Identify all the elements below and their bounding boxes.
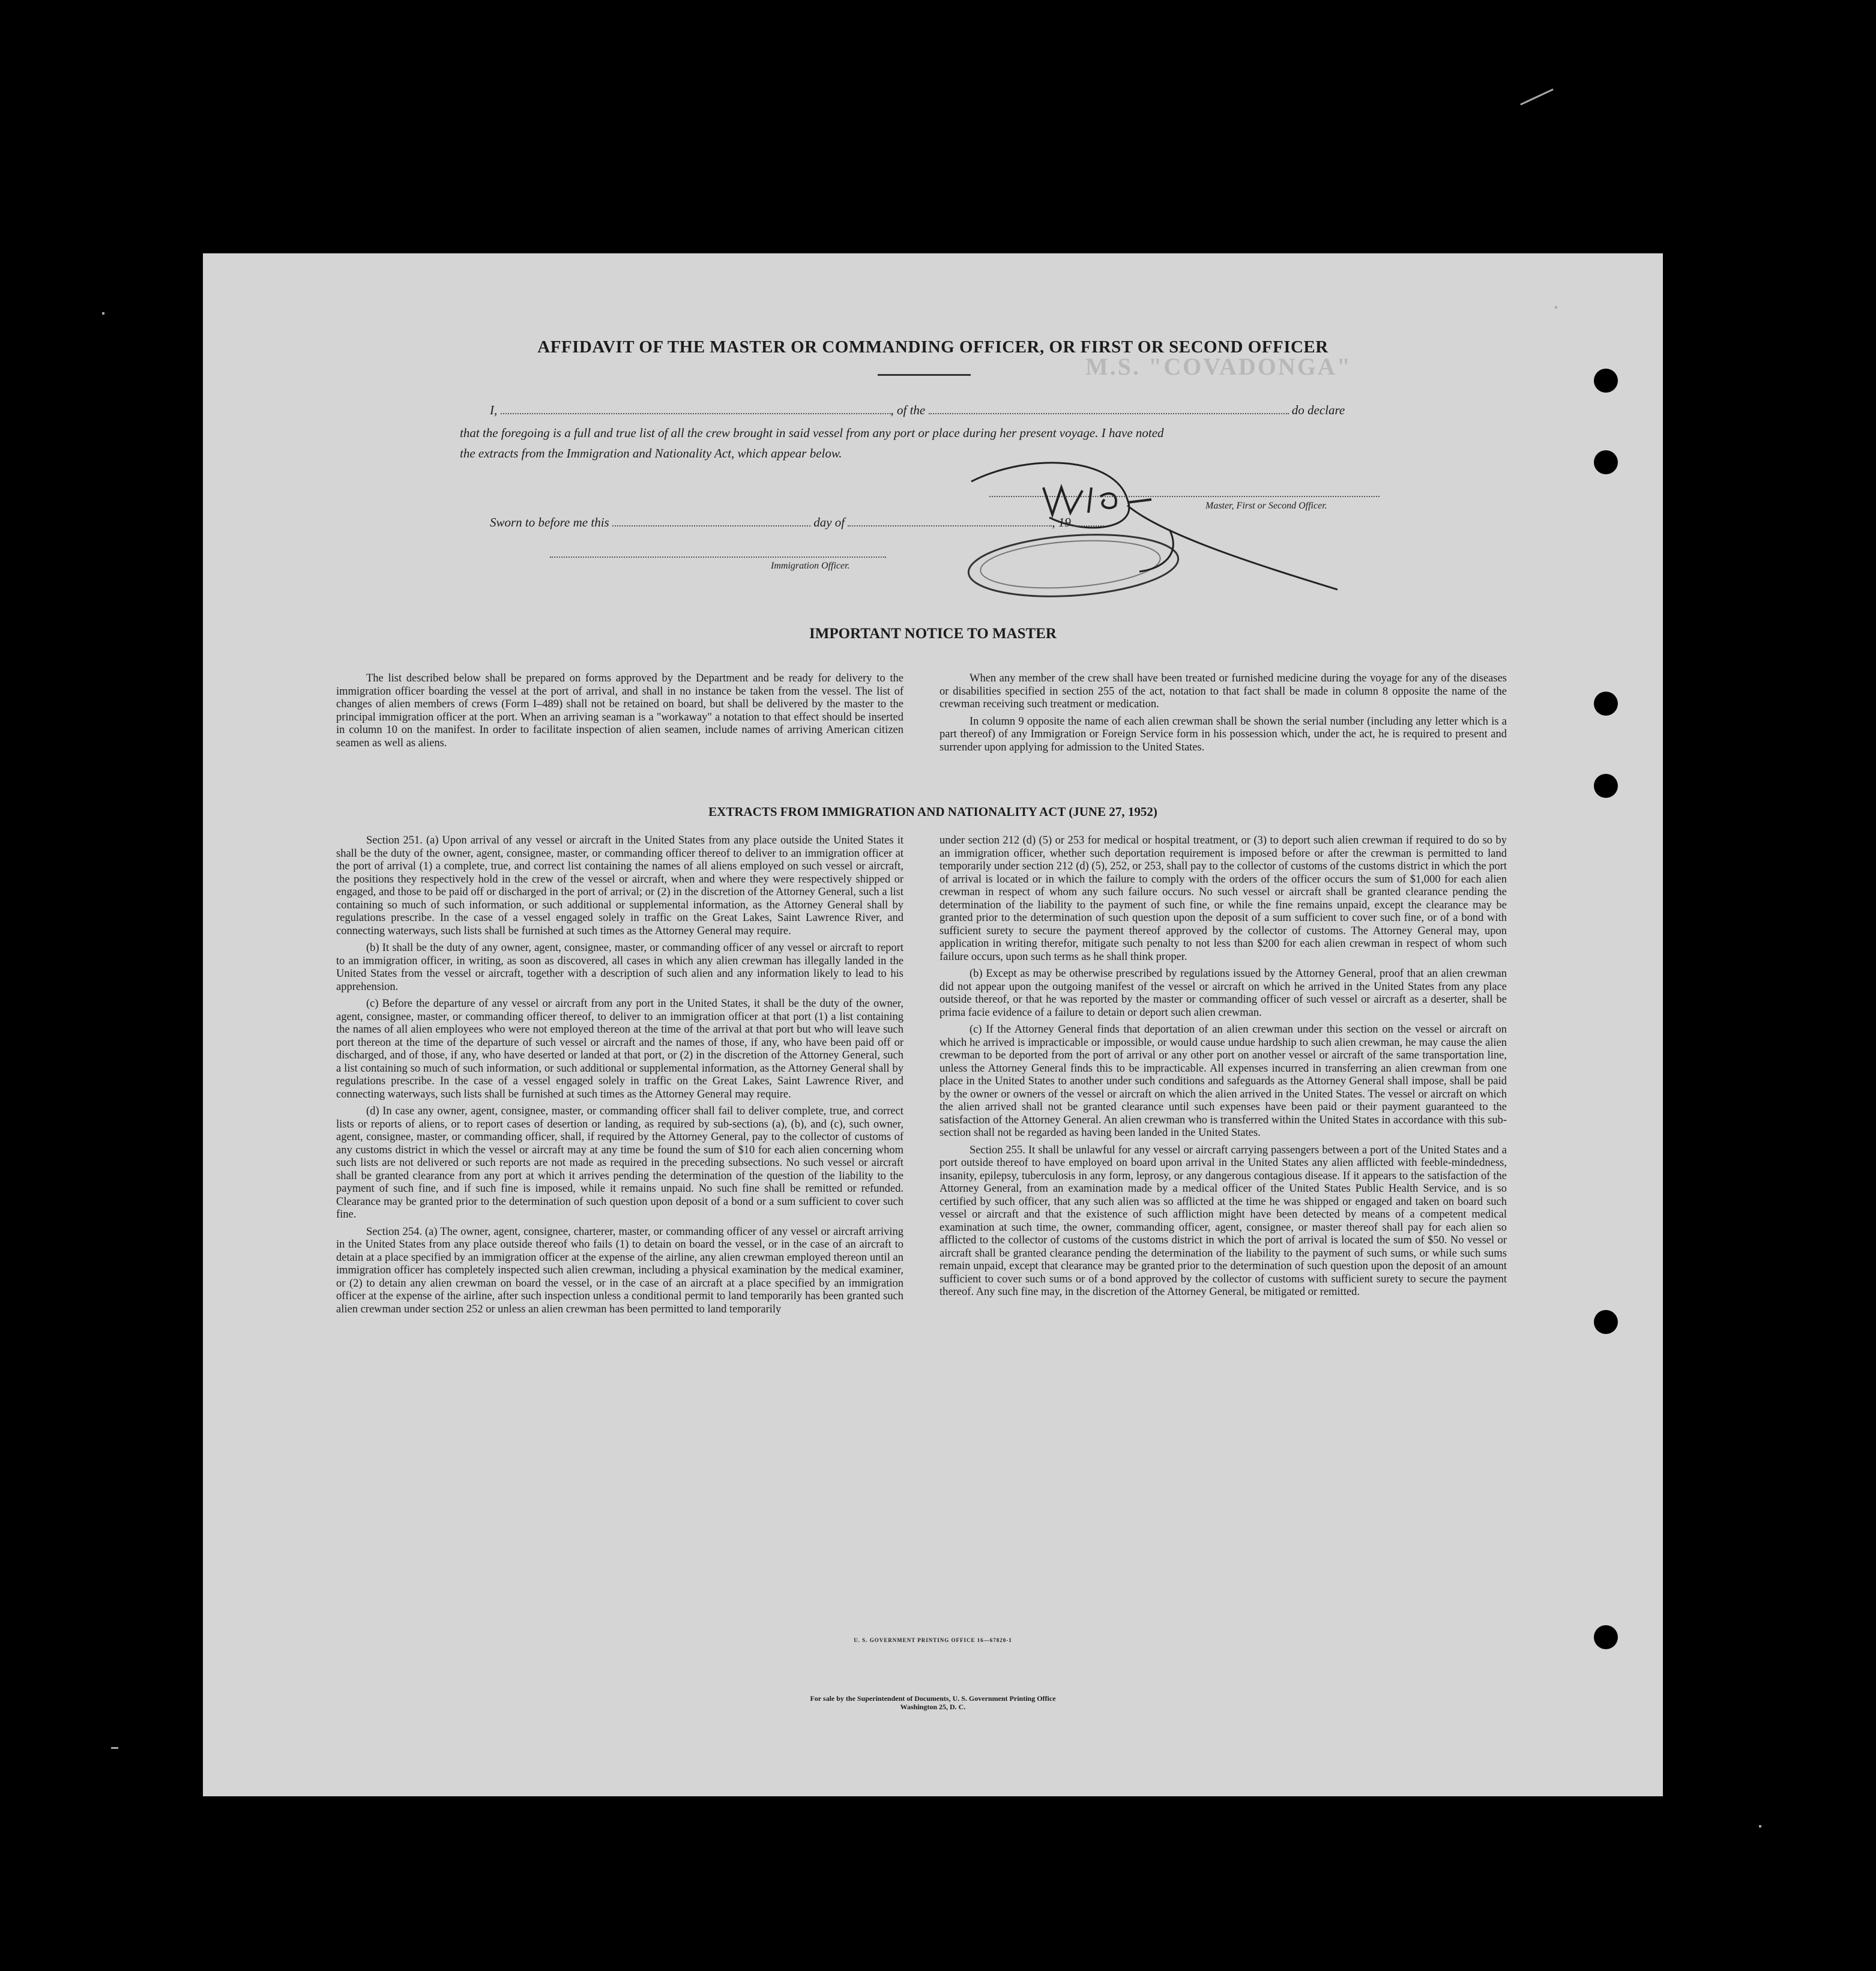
- binder-hole: [1594, 450, 1618, 474]
- sworn-line: [490, 515, 1104, 530]
- scan-speck: [111, 1747, 118, 1749]
- notice-paragraph: The list described below shall be prepared on forms approved by the Department and be ready for delivery to the immigration officer boarding the vessel at the port of arrival, and shall in no instance be taken from the vessel. The list of changes of alien members of crews (Form I–489) shall not be retained on board, but shall be delivered by the master to the principal immigration officer at the port. When an arriving seaman is a "workaway" a notation to that effect should be inserted in column 10 on the manifest. In order to facilitate inspection of alien seamen, include names of arriving American citizen seamen as well as aliens.: [336, 672, 903, 749]
- name-blank[interactable]: [501, 402, 891, 414]
- scan-speck: [1555, 306, 1557, 309]
- notice-right-column: [940, 672, 1507, 754]
- master-label: Master, First or Second Officer.: [1205, 501, 1327, 511]
- binder-hole: [1594, 1310, 1618, 1334]
- affidavit-line-2: that the foregoing is a full and true list of all the crew brought in said vessel from any port or place during her present voyage. I have noted: [460, 426, 1164, 440]
- extract-paragraph: Section 254. (a) The owner, agent, consignee, charterer, master, or commanding officer of any vessel or aircraft arriving in the United States from any place outside thereof who fails (1) to detain on board the vessel, or in the case of an aircraft to detain at a place specified by an immigration officer at the expense of the airline, any alien crewman employed thereon until an immigration officer has completely inspected such alien crewman, including a physical examination by the medical examiner, or (2) to detain any alien crewman on board the vessel, or in the case of an aircraft at a place specified by an immigration officer at the expense of the airline, after such inspection unless a conditional permit to land temporarily has been granted such alien crewman under section 252 or unless an alien crewman has been permitted to land temporarily: [336, 1225, 903, 1315]
- scan-speck: [102, 312, 104, 315]
- affidavit-declare: do declare: [1291, 403, 1345, 417]
- immigration-officer-label: Immigration Officer.: [771, 561, 850, 571]
- affidavit-line-1: [490, 402, 1345, 418]
- extract-paragraph: (b) It shall be the duty of any owner, agent, consignee, master, or commanding officer of any vessel or aircraft to report to an immigration officer, in writing, as soon as discovered, all cases in which any alien crewman has illegally landed in the United States from the vessel or aircraft, together with a description of such alien and any information likely to lead to his apprehension.: [336, 942, 903, 993]
- affidavit-title: AFFIDAVIT OF THE MASTER OR COMMANDING OFFICER, OR FIRST OR SECOND OFFICER: [537, 337, 1329, 357]
- notice-paragraph: In column 9 opposite the name of each alien crewman shall be shown the serial number (including any letter which is a part thereof) of any Immigration or Foreign Service form in his possession which, under the act, he is required to present and surrender upon applying for admission to the United States.: [940, 715, 1507, 753]
- sworn-year: , 19: [1052, 515, 1071, 530]
- sworn-month-blank[interactable]: [848, 515, 1052, 527]
- binder-hole: [1594, 774, 1618, 798]
- immigration-officer-line[interactable]: [550, 557, 886, 558]
- extract-paragraph: (c) Before the departure of any vessel or aircraft from any port in the United States, it shall be the duty of the owner, agent, consignee, master, or commanding officer thereof, to deliver to an immigration officer at that port (1) a list containing the names of all alien employees who were not employed thereon at the time of the arrival at that port but who will leave such port thereon at the time of the departure of such vessel or aircraft and the names of those, if any, who have been paid off or discharged, and of those, if any, who have deserted or landed at that port, or (2) in the discretion of the Attorney General, such a list containing so much of such information, or such additional or supplemental information, as the Attorney General shall by regulations prescribe. In the case of a vessel engaged solely in traffic on the Great Lakes, Saint Lawrence River, and connecting waterways, such lists shall be furnished at such times as the Attorney General may require.: [336, 998, 903, 1100]
- binder-hole: [1594, 692, 1618, 716]
- extracts-left-column: [336, 835, 903, 1316]
- affidavit-of-the: , of the: [890, 403, 926, 417]
- affidavit-line-3: the extracts from the Immigration and Nationality Act, which appear below.: [460, 446, 842, 460]
- extract-paragraph: (d) In case any owner, agent, consignee, master, or commanding officer shall fail to deliver complete, true, and correct lists or reports of aliens, or to report cases of desertion or landing, as required by sub-sections (a), (b), and (c), such owner, agent, consignee, master, or commanding officer, shall, if required by the Attorney General, pay to the collector of customs of any customs district in which the vessel or aircraft may at any time be found the sum of $10 for each alien concerning whom such lists are not delivered or such reports are not made as required in the preceding subsections. No such vessel or aircraft shall be granted clearance from any port at which it arrives pending the determination of the question of the liability to the payment of such fine, and if such fine is imposed, while it remains unpaid. No such fine shall be remitted or refunded. Clearance may be granted prior to the determination of such question upon deposit of a bond or a sum sufficient to cover such fine.: [336, 1105, 903, 1221]
- notice-paragraph: When any member of the crew shall have been treated or furnished medicine during the voyage for any of the diseases or disabilities specified in section 255 of the act, notation to that fact shall be made in column 8 opposite the name of the crewman receiving such treatment or medication.: [940, 672, 1507, 710]
- scan-speck: [1759, 1825, 1761, 1828]
- printing-office-line: U. S. GOVERNMENT PRINTING OFFICE 16—67820-1: [854, 1637, 1012, 1643]
- affidavit-i: I,: [490, 403, 498, 417]
- sale-line-1: For sale by the Superintendent of Documents, U. S. Government Printing Office: [810, 1694, 1056, 1703]
- notice-title: IMPORTANT NOTICE TO MASTER: [809, 626, 1057, 642]
- extract-paragraph: Section 251. (a) Upon arrival of any vessel or aircraft in the United States from any place outside the United States it shall be the duty of the owner, agent, consignee, master, or commanding officer thereof to deliver to an immigration officer at the port of arrival (1) a complete, true, and correct list containing the names of all aliens employed on such vessel or aircraft, the positions they respectively hold in the crew of the vessel or aircraft, when and where they were respectively shipped or engaged, and those to be paid off or discharged in the port of arrival; or (2) in the discretion of the Attorney General, such a list containing so much of such information, or such additional or supplemental information, as the Attorney General shall by regulations prescribe. In the case of a vessel engaged solely in traffic on the Great Lakes, Saint Lawrence River, and connecting waterways, such lists shall be furnished at such times as the Attorney General may require.: [336, 835, 903, 937]
- extract-paragraph: Section 255. It shall be unlawful for any vessel or aircraft carrying passengers between a port of the United States and a port outside thereof to have employed on board upon arrival in the United States any alien afflicted with feeble-mindedness, insanity, epilepsy, tuberculosis in any form, leprosy, or any dangerous contagious disease. If it appears to the satisfaction of the Attorney General, from an examination made by a medical officer of the United States Public Health Service, and is so certified by such officer, that any such alien was so afflicted at the time he was shipped or engaged and taken on board such vessel or aircraft and that the existence of such affliction might have been detected by means of a competent medical examination at such time, the owner, commanding officer, agent, consignee, or master thereof shall pay for each alien so afflicted to the collector of customs of the customs district in which the port of arrival is located the sum of $50. No vessel or aircraft shall be granted clearance pending the determination of the liability to the payment of such sums, or while such sums remain unpaid, except that clearance may be granted prior to the determination of such question upon the deposit of an amount sufficient to cover such sums or of a bond approved by the collector of customs with sufficient surety to secure the payment thereof. Any such fine may, in the discretion of the Attorney General, be mitigated or remitted.: [940, 1144, 1507, 1298]
- title-rule: [878, 374, 971, 376]
- extracts-right-column: [940, 835, 1507, 1299]
- extract-paragraph: under section 212 (d) (5) or 253 for medical or hospital treatment, or (3) to deport such alien crewman if required to do so by an immigration officer, whether such deportation requirement is imposed before or after the crewman is permitted to land temporarily under section 212 (d) (5), 252, or 253, shall pay to the collector of customs of the customs district in which the port of arrival is located or in which the failure to comply with the orders of the officer occurs the sum of $1,000 for each alien crewman in respect of whom any such failure occurs. No such vessel or aircraft shall be granted clearance pending the determination of the liability to the payment of such fine, or while the fine remains unpaid, except the clearance may be granted prior to the determination of such question upon the deposit of a sum sufficient to cover such fine, or of a bond with sufficient surety to secure the payment thereof approved by the collector of customs. The Attorney General may, upon application in writing therefor, mitigate such penalty to not less than $200 for each alien crewman in respect of whom such failure occurs, upon such terms as he shall think proper.: [940, 835, 1507, 963]
- sale-notice: [203, 1694, 1663, 1711]
- vessel-blank[interactable]: [929, 402, 1289, 414]
- document-page: [203, 253, 1663, 1796]
- binder-hole: [1594, 1625, 1618, 1649]
- sworn-prefix: Sworn to before me this: [490, 515, 609, 530]
- sworn-day-of: day of: [813, 515, 845, 530]
- vessel-name-stamp: M.S. "COVADONGA": [1085, 353, 1352, 380]
- notice-left-column: [336, 672, 903, 750]
- sworn-year-blank[interactable]: [1074, 515, 1104, 527]
- sale-line-2: Washington 25, D. C.: [900, 1703, 966, 1711]
- extract-paragraph: (c) If the Attorney General finds that deportation of an alien crewman under this section on the vessel or aircraft on which he arrived is impracticable or impossible, or would cause undue hardship to such alien crewman, he may cause the alien crewman to be deported from the port of arrival or any other port on another vessel or aircraft of the same transportation line, unless the Attorney General finds this to be impracticable. All expenses incurred in transferring an alien crewman from one place in the United States to another under such conditions and safeguards as the Attorney General shall impose, shall be paid by the owner or owners of the vessel or aircraft on which the alien arrived in the United States. The vessel or aircraft on which the alien arrived shall not be granted clearance until such expenses have been paid or their payment guaranteed to the satisfaction of the Attorney General. An alien crewman who is transferred within the United States in accordance with this sub-section shall not be regarded as having been landed in the United States.: [940, 1024, 1507, 1139]
- sworn-day-blank[interactable]: [612, 515, 810, 527]
- extracts-title: EXTRACTS FROM IMMIGRATION AND NATIONALITY ACT (JUNE 27, 1952): [708, 804, 1157, 819]
- extract-paragraph: (b) Except as may be otherwise prescribed by regulations issued by the Attorney General, proof that an alien crewman did not appear upon the outgoing manifest of the vessel or aircraft on which he arrived in the United States from any place outside thereof, or that he was reported by the master or commanding officer of such vessel or aircraft as a deserter, shall be prima facie evidence of a failure to detain or deport such alien crewman.: [940, 968, 1507, 1019]
- scan-speck: [1520, 88, 1554, 105]
- binder-hole: [1594, 369, 1618, 393]
